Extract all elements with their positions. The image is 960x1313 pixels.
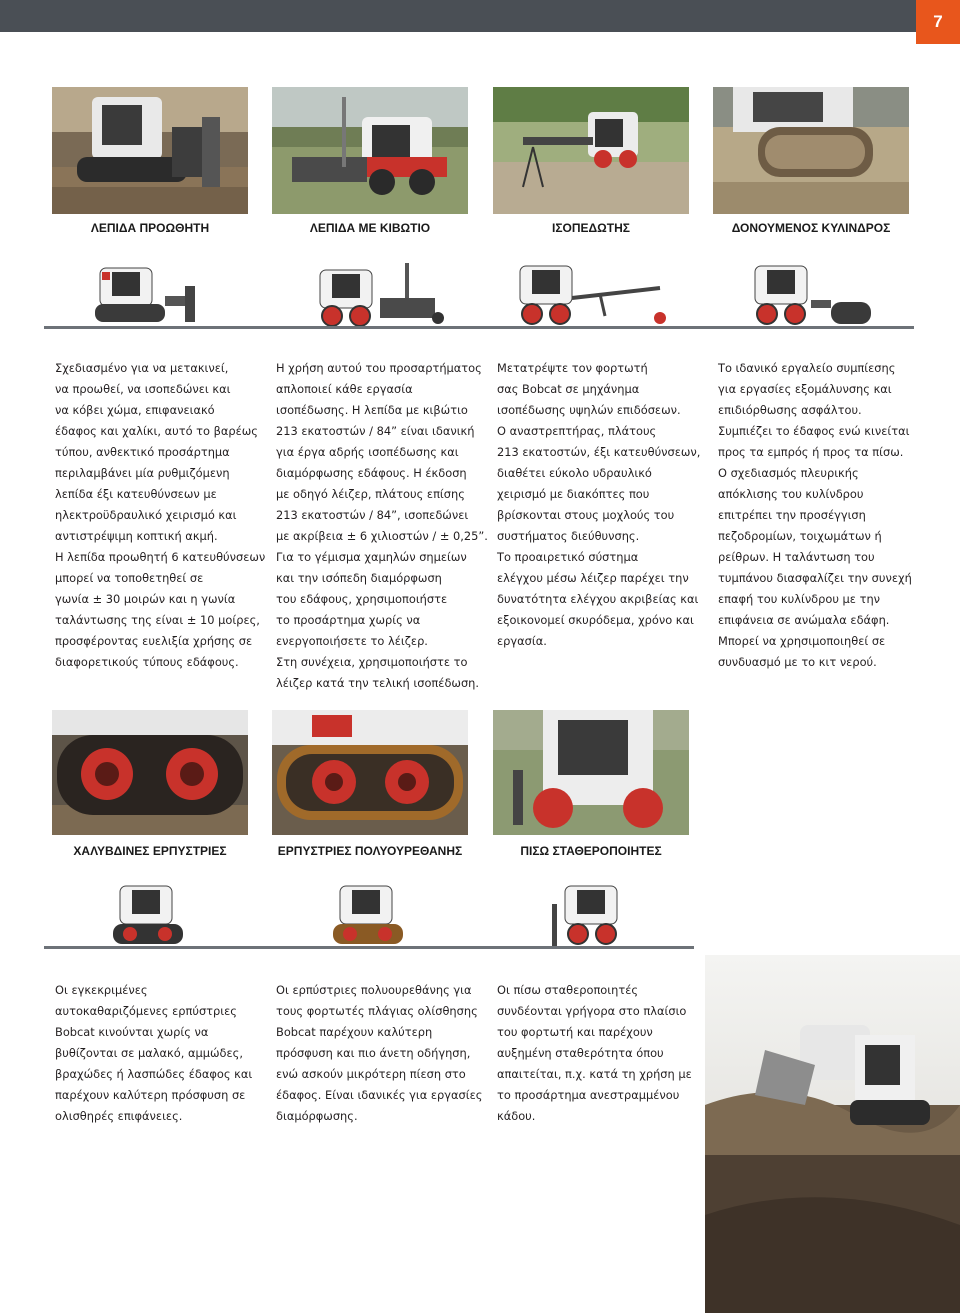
text-line: 213 εκατοστών / 84”, ισοπεδώνει bbox=[276, 508, 469, 522]
text-line: περιλαμβάνει μία ρυθμιζόμενη bbox=[55, 466, 230, 480]
text-line: ηλεκτροϋδραυλικό χειρισμό και bbox=[55, 508, 237, 522]
text-line: ελέγχου μέσω λέιζερ παρέχει την bbox=[497, 571, 689, 585]
text-line: με οδηγό λέιζερ, πλάτους επίσης bbox=[276, 487, 465, 501]
text-line: Μετατρέψτε τον φορτωτή bbox=[497, 361, 648, 375]
diagram-loader-grader bbox=[510, 258, 670, 330]
text-line: 213 εκατοστών, έξι κατευθύνσεων, bbox=[497, 445, 701, 459]
text-line: Η χρήση αυτού του προσαρτήματος bbox=[276, 361, 482, 375]
photo-rear-stabilizers bbox=[493, 710, 689, 835]
text-line: έδαφος. Είναι ιδανικές για εργασίες bbox=[276, 1088, 483, 1102]
text-line: το προσάρτημα χωρίς να bbox=[276, 613, 421, 627]
text-line: ταλάντωσης της είναι ± 10 μοίρες, bbox=[55, 613, 260, 627]
text-line: με ακρίβεια ± 6 χιλιοστών / ± 0,25”. bbox=[276, 529, 488, 543]
caption-vibratory-roller: ΔΟΝΟΥΜΕΝΟΣ ΚΥΛΙΝΔΡΟΣ bbox=[731, 221, 891, 235]
text-line: 213 εκατοστών / 84” είναι ιδανική bbox=[276, 424, 475, 438]
text-line: Για το γέμισμα χαμηλών σημείων bbox=[276, 550, 467, 564]
caption-rear-stabilizers: ΠΙΣΩ ΣΤΑΘΕΡΟΠΟΙΗΤΕΣ bbox=[520, 844, 662, 858]
text-line: επιτρέπει την προσέγγιση bbox=[718, 508, 866, 522]
text-line: για εργασίες εξομάλυνσης και bbox=[718, 382, 892, 396]
text-line: βυθίζονται σε μαλακό, αμμώδες, bbox=[55, 1046, 243, 1060]
text-line: προς τα εμπρός ή προς τα πίσω. bbox=[718, 445, 904, 459]
text-rear-stabilizers bbox=[497, 980, 692, 1127]
text-line: έδαφος και χαλίκι, αυτό το βαρέως bbox=[55, 424, 258, 438]
text-line: εργασία. bbox=[497, 634, 547, 648]
text-line: του φορτωτή και παρέχουν bbox=[497, 1025, 653, 1039]
text-line: συνδέονται γρήγορα στο πλαίσιο bbox=[497, 1004, 687, 1018]
text-line: δυνατότητα ελέγχου ακριβείας και bbox=[497, 592, 699, 606]
text-line: το προσάρτημα ανεστραμμένου bbox=[497, 1088, 680, 1102]
text-line: Το προαιρετικό σύστημα bbox=[497, 550, 639, 564]
text-line: παρέχουν καλύτερη πρόσφυση σε bbox=[55, 1088, 246, 1102]
text-line: Συμπιέζει το έδαφος ενώ κινείται bbox=[718, 424, 910, 438]
text-line: ενώ ασκούν μικρότερη πίεση στο bbox=[276, 1067, 466, 1081]
text-line: Οι εγκεκριμένες bbox=[55, 983, 148, 997]
text-line: μπορεί να τοποθετηθεί σε bbox=[55, 571, 204, 585]
text-line: τυμπάνου διασφαλίζει την συνεχή bbox=[718, 571, 912, 585]
text-line: Μπορεί να χρησιμοποιηθεί σε bbox=[718, 634, 886, 648]
text-line: Οι πίσω σταθεροποιητές bbox=[497, 983, 639, 997]
text-box-blade bbox=[276, 358, 488, 694]
text-line: συνδυασμό με το κιτ νερού. bbox=[718, 655, 877, 669]
text-line: διαμόρφωσης. bbox=[276, 1109, 358, 1123]
text-line: Η λεπίδα προωθητή 6 κατευθύνσεων bbox=[55, 550, 266, 564]
text-line: και την ισόπεδη διαμόρφωση bbox=[276, 571, 442, 585]
text-dozer-blade bbox=[55, 358, 265, 673]
text-line: Το ιδανικό εργαλείο συμπίεσης bbox=[718, 361, 896, 375]
text-line: επαφή του κυλίνδρου με την bbox=[718, 592, 881, 606]
text-line: αντιστρέψιμη κοπτική ακμή. bbox=[55, 529, 218, 543]
section-rule-row1 bbox=[44, 326, 914, 329]
photo-polyurethane-tracks bbox=[272, 710, 468, 835]
text-line: κάδου. bbox=[497, 1109, 536, 1123]
diagram-loader-roller bbox=[745, 258, 880, 330]
caption-box-blade: ΛΕΠΙΔΑ ΜΕ ΚΙΒΩΤΙΟ bbox=[309, 221, 431, 235]
text-vibratory-roller bbox=[718, 358, 912, 673]
diagram-loader-box-blade bbox=[310, 258, 450, 330]
text-line: χειρισμό με διακόπτες που bbox=[497, 487, 650, 501]
text-line: διαμόρφωσης εδάφους. Η έκδοση bbox=[276, 466, 467, 480]
text-line: επιδιόρθωσης ασφάλτου. bbox=[718, 403, 862, 417]
text-line: ενεργοποιήσετε το λέιζερ. bbox=[276, 634, 428, 648]
text-line: να προωθεί, να ισοπεδώνει και bbox=[55, 382, 231, 396]
text-line: αυξημένη σταθερότητα όπου bbox=[497, 1046, 664, 1060]
text-line: να κόβει χώμα, επιφανειακό bbox=[55, 403, 215, 417]
header-bar bbox=[0, 0, 960, 32]
caption-dozer-blade: ΛΕΠΙΔΑ ΠΡΟΩΘΗΤΗ bbox=[90, 221, 210, 235]
text-line: ισοπέδωσης. Η λεπίδα με κιβώτιο bbox=[276, 403, 468, 417]
text-line: συστήματος διεύθυνσης. bbox=[497, 529, 640, 543]
text-line: Ο αναστρεπτήρας, πλάτους bbox=[497, 424, 657, 438]
text-line: απλοποιεί κάθε εργασία bbox=[276, 382, 413, 396]
diagram-loader-rear-stabilizers bbox=[540, 880, 640, 950]
text-grader bbox=[497, 358, 700, 652]
text-line: ρείθρων. Η ταλάντωση του bbox=[718, 550, 875, 564]
text-line: διαφορετικούς τύπους εδάφους. bbox=[55, 655, 239, 669]
text-line: προσφέροντας ευελιξία χρήσης σε bbox=[55, 634, 253, 648]
text-line: διαθέτει εύκολο υδραυλικό bbox=[497, 466, 652, 480]
text-line: πρόσφυση και πιο άνετη οδήγηση, bbox=[276, 1046, 471, 1060]
text-line: του εδάφους, χρησιμοποιήστε bbox=[276, 592, 448, 606]
text-line: λέιζερ κατά την τελική ισοπέδωση. bbox=[276, 676, 480, 690]
page-number: 7 bbox=[916, 0, 960, 44]
text-line: λεπίδα έξι κατευθύνσεων με bbox=[55, 487, 217, 501]
text-line: αυτοκαθαριζόμενες ερπύστριες bbox=[55, 1004, 237, 1018]
photo-dozer-blade bbox=[52, 87, 248, 214]
text-line: απαιτείται, π.χ. κατά τη χρήση με bbox=[497, 1067, 692, 1081]
text-line: βρίσκονται στους μοχλούς του bbox=[497, 508, 675, 522]
diagram-loader-steel-tracks bbox=[105, 880, 195, 950]
diagram-loader-dozer-blade bbox=[90, 258, 210, 330]
diagram-loader-polyurethane-tracks bbox=[325, 880, 415, 950]
text-line: πεζοδρομίων, τοιχωμάτων ή bbox=[718, 529, 882, 543]
text-steel-tracks bbox=[55, 980, 252, 1127]
text-line: απόκλισης του κυλίνδρου bbox=[718, 487, 864, 501]
text-line: τους φορτωτές πλάγιας ολίσθησης bbox=[276, 1004, 478, 1018]
text-line: εξοικονομεί σκυρόδεμα, χρόνο και bbox=[497, 613, 694, 627]
photo-box-blade bbox=[272, 87, 468, 214]
text-line: Σχεδιασμένο για να μετακινεί, bbox=[55, 361, 229, 375]
text-line: γωνία ± 30 μοιρών και η γωνία bbox=[55, 592, 236, 606]
section-rule-row2 bbox=[44, 946, 694, 949]
caption-polyurethane-tracks: ΕΡΠΥΣΤΡΙΕΣ ΠΟΛΥΟΥΡΕΘΑΝΗΣ bbox=[277, 844, 463, 858]
text-line: ισοπέδωσης υψηλών επιδόσεων. bbox=[497, 403, 681, 417]
caption-steel-tracks: ΧΑΛΥΒΔΙΝΕΣ ΕΡΠΥΣΤΡΙΕΣ bbox=[73, 844, 227, 858]
caption-grader: ΙΣΟΠΕΔΩΤΗΣ bbox=[552, 221, 630, 235]
text-line: Bobcat παρέχουν καλύτερη bbox=[276, 1025, 433, 1039]
photo-vibratory-roller bbox=[713, 87, 909, 214]
text-line: Οι ερπύστριες πολυουρεθάνης για bbox=[276, 983, 472, 997]
text-polyurethane-tracks bbox=[276, 980, 482, 1127]
photo-steel-tracks bbox=[52, 710, 248, 835]
text-line: Ο σχεδιασμός πλευρικής bbox=[718, 466, 859, 480]
text-line: για έργα αδρής ισοπέδωσης και bbox=[276, 445, 459, 459]
photo-grader bbox=[493, 87, 689, 214]
text-line: τύπου, ανθεκτικό προσάρτημα bbox=[55, 445, 230, 459]
photo-loader-digging bbox=[705, 955, 960, 1313]
text-line: σας Bobcat σε μηχάνημα bbox=[497, 382, 640, 396]
text-line: Bobcat κινούνται χωρίς να bbox=[55, 1025, 209, 1039]
text-line: Στη συνέχεια, χρησιμοποιήστε το bbox=[276, 655, 468, 669]
text-line: ολισθηρές επιφάνειες. bbox=[55, 1109, 183, 1123]
text-line: βραχώδες ή λασπώδες έδαφος και bbox=[55, 1067, 253, 1081]
text-line: επιφάνεια σε ανώμαλα εδάφη. bbox=[718, 613, 890, 627]
